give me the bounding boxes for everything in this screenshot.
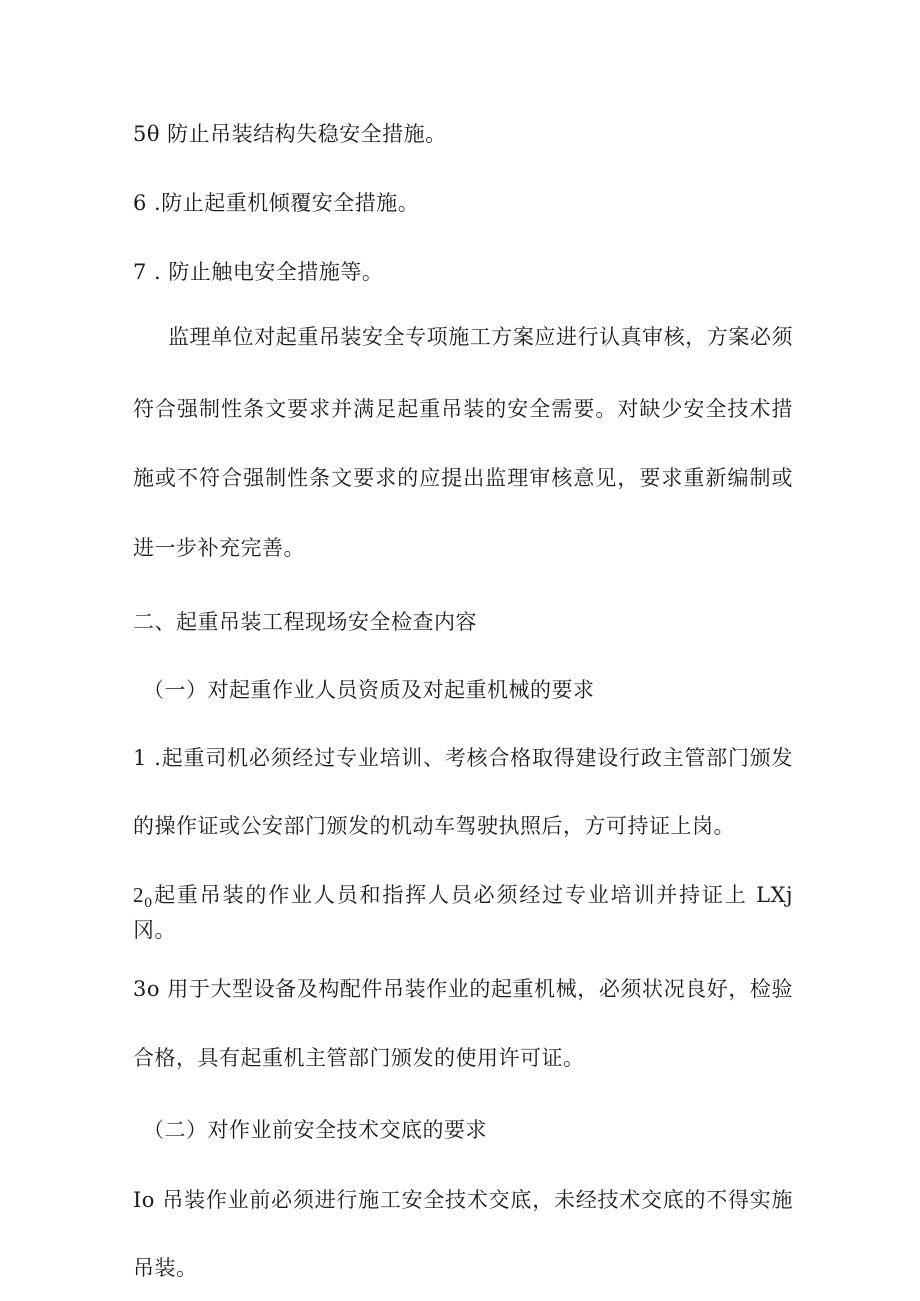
list-item-3-line: 3o 用于大型设备及构配件吊装作业的起重机械，必须状况良好，检验 [133,977,793,1001]
item-number: 2 [133,883,144,907]
list-item-2-text: 起重吊装的作业人员和指挥人员必须经过专业培训并持证上 LXj [152,883,793,907]
item-number-subscript: 0 [144,896,153,911]
list-item-6: 6 .防止起重机倾覆安全措施。 [133,191,420,215]
section-heading: 二、起重吊装工程现场安全检查内容 [133,610,477,634]
list-item-3-line: 合格，具有起重机主管部门颁发的使用许可证。 [133,1046,585,1070]
list-item-2-line: 冈。 [133,918,176,942]
list-item-7: 7 . 防止触电安全措施等。 [133,260,384,284]
subsection-heading: （一）对起重作业人员资质及对起重机械的要求 [143,678,595,702]
list-item-1-line: 1 .起重司机必须经过专业培训、考核合格取得建设行政主管部门颁发 [133,746,793,770]
list-item-1-line: 的操作证或公安部门颁发的机动车驾驶执照后，方可持证上岗。 [133,814,735,838]
list-item-1-line: Io 吊装作业前必须进行施工安全技术交底，未经技术交底的不得实施 [133,1188,793,1212]
paragraph-line: 施或不符合强制性条文要求的应提出监理审核意见，要求重新编制或 [133,466,793,490]
list-item-2-line [133,883,793,911]
paragraph-line: 监理单位对起重吊装安全专项施工方案应进行认真审核，方案必须 [168,325,793,349]
list-item-5: 5θ 防止吊装结构失稳安全措施。 [133,122,447,146]
paragraph-line: 符合强制性条文要求并满足起重吊装的安全需要。对缺少安全技术措 [133,397,793,421]
subsection-heading: （二）对作业前安全技术交底的要求 [143,1118,487,1142]
list-item-1-line: 吊装。 [133,1256,198,1280]
paragraph-line: 进一步补充完善。 [133,536,305,560]
